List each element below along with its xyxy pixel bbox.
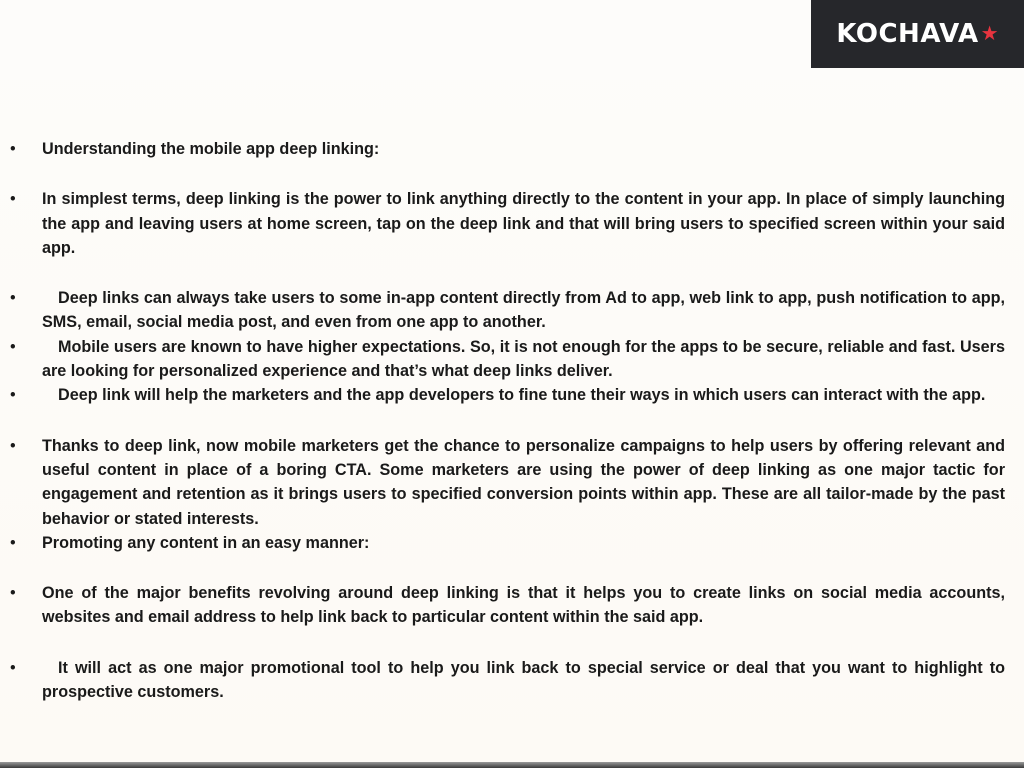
list-item (0, 434, 1024, 531)
logo-wordmark: KOCHAVA (836, 19, 979, 49)
bullet-marker: • (10, 584, 16, 603)
bullet-text: Deep links can always take users to some in-app content directly from Ad to app, web link to app, push notification to app, SMS, email, social media post, and even from one app to another. (42, 289, 1005, 332)
list-item (0, 335, 1024, 384)
bullet-text: Understanding the mobile app deep linking: (42, 140, 380, 158)
bullet-marker: • (10, 658, 16, 677)
bullet-text: One of the major benefits revolving around deep linking is that it helps you to create links on social media accounts, websites and email address to help link back to particular content within the said app. (42, 584, 1005, 627)
bullet-marker: • (10, 140, 16, 158)
bullet-text: Deep link will help the marketers and the app developers to fine tune their ways in which users can interact with the app. (58, 386, 986, 405)
bullet-marker: • (10, 190, 16, 209)
list-item (0, 656, 1024, 705)
list-item (0, 383, 1024, 407)
bullet-marker: • (10, 533, 16, 552)
list-item (0, 187, 1024, 260)
bullet-marker: • (10, 337, 16, 356)
bullet-marker: • (10, 289, 16, 308)
bullet-text: Thanks to deep link, now mobile marketers get the chance to personalize campaigns to help users by offering relevant and useful content in place of a boring CTA. Some marketers are using the power of deep linking as one major tactic for engagement and retention as it brings users to specified conversion points within app. These are all tailor-made by the past behavior or stated interests. (42, 436, 1005, 528)
bullet-marker: • (10, 436, 16, 455)
bullet-marker: • (10, 386, 16, 405)
list-item (0, 137, 1024, 161)
list-item (0, 286, 1024, 335)
kochava-logo (811, 0, 1024, 68)
bullet-text: Mobile users are known to have higher expectations. So, it is not enough for the apps to be secure, reliable and fast. Users are looking for personalized experience and that’s what deep links deliver. (42, 337, 1005, 381)
bullet-text: In simplest terms, deep linking is the power to link anything directly to the content in your app. In place of simply launching the app and leaving users at home screen, tap on the deep link and that will bring users to specified screen within your said app. (42, 190, 1005, 257)
bottom-divider (0, 762, 1024, 768)
list-item (0, 531, 1024, 555)
bullet-text: It will act as one major promotional tool to help you link back to special service or deal that you want to highlight to prospective customers. (42, 658, 1005, 702)
bullet-list (0, 137, 1024, 704)
bullet-text: Promoting any content in an easy manner: (42, 533, 370, 552)
star-icon: ★ (980, 22, 999, 45)
list-item (0, 581, 1024, 630)
